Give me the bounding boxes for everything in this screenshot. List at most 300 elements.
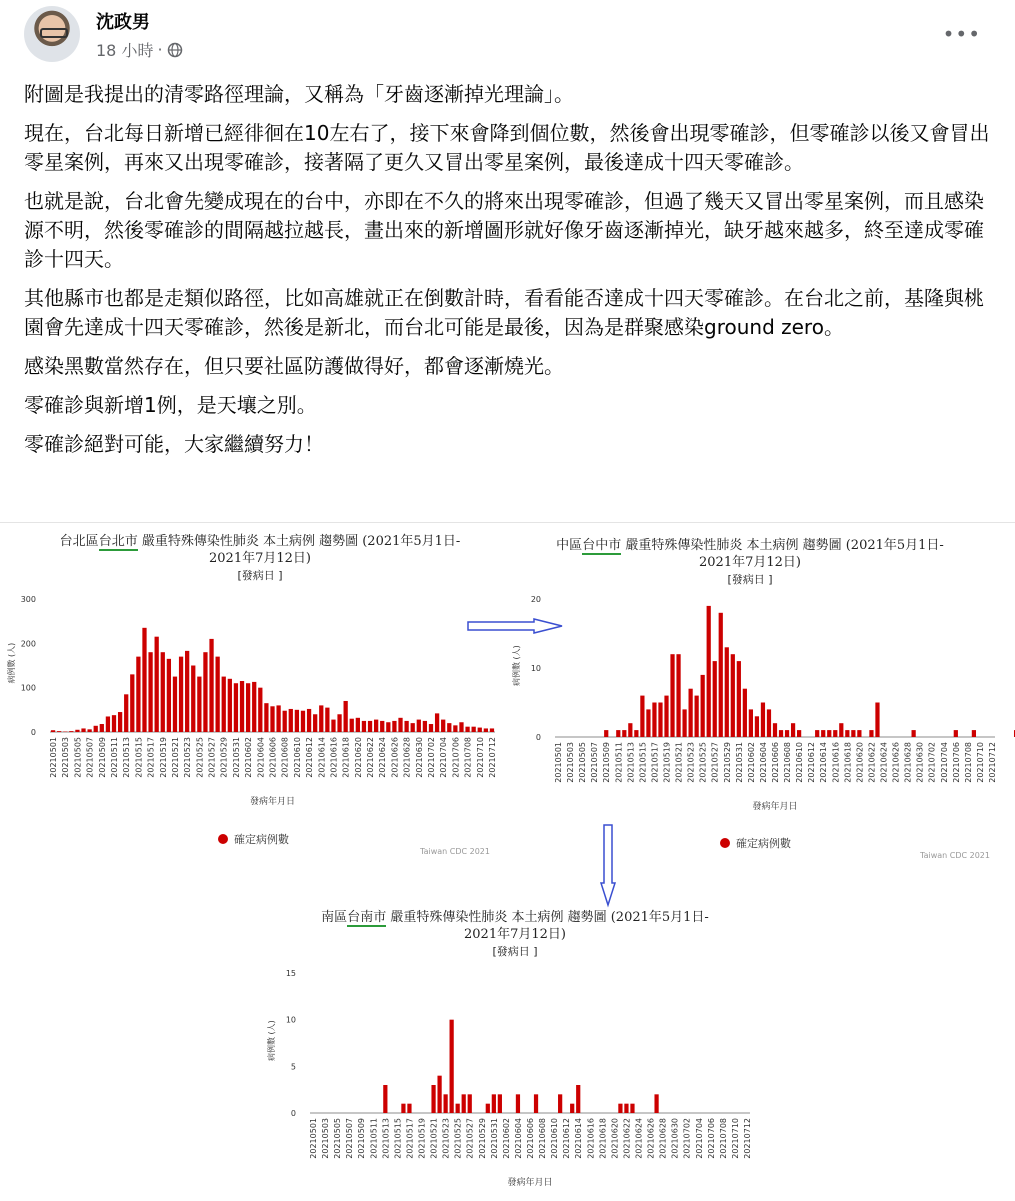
bar bbox=[616, 730, 620, 737]
bar bbox=[472, 727, 476, 732]
bar bbox=[325, 708, 329, 732]
bar bbox=[283, 711, 287, 732]
taipei-bar-chart bbox=[0, 589, 510, 819]
x-tick-label: 20210706 bbox=[451, 737, 460, 778]
bar bbox=[490, 728, 494, 732]
bar bbox=[401, 1104, 405, 1113]
x-tick-label: 20210702 bbox=[683, 1118, 692, 1159]
bar bbox=[749, 709, 753, 737]
bar bbox=[240, 681, 244, 732]
bar bbox=[234, 683, 238, 732]
bar bbox=[444, 1094, 448, 1113]
post-paragraph: 感染黑數當然存在，但只要社區防護做得好，都會逐漸燒光。 bbox=[24, 352, 994, 381]
x-tick-label: 20210702 bbox=[928, 742, 937, 783]
bar bbox=[833, 730, 837, 737]
bar bbox=[380, 721, 384, 732]
bar bbox=[87, 729, 91, 732]
bar bbox=[658, 703, 662, 738]
bar bbox=[362, 721, 366, 732]
bar bbox=[618, 1104, 622, 1113]
x-tick-label: 20210507 bbox=[86, 737, 95, 778]
bar bbox=[313, 714, 317, 732]
post-image[interactable] bbox=[0, 522, 1015, 1201]
bar bbox=[222, 677, 226, 732]
bar bbox=[767, 709, 771, 737]
y-tick-label: 10 bbox=[531, 664, 541, 673]
x-tick-label: 20210501 bbox=[49, 737, 58, 778]
x-tick-label: 20210507 bbox=[590, 742, 599, 783]
bar bbox=[417, 720, 421, 732]
bar bbox=[337, 714, 341, 732]
x-tick-label: 20210509 bbox=[98, 737, 107, 778]
bar bbox=[492, 1094, 496, 1113]
x-tick-label: 20210706 bbox=[952, 742, 961, 783]
x-tick-label: 20210704 bbox=[439, 737, 448, 778]
chart-subtitle: [發病日 ] bbox=[530, 571, 970, 587]
x-tick-label: 20210519 bbox=[663, 742, 672, 783]
author-name[interactable]: 沈政男 bbox=[96, 8, 150, 34]
bar bbox=[423, 721, 427, 732]
bar bbox=[912, 730, 916, 737]
x-tick-label: 20210503 bbox=[566, 742, 575, 783]
x-tick-label: 20210628 bbox=[403, 737, 412, 778]
bar bbox=[682, 709, 686, 737]
x-tick-label: 20210624 bbox=[879, 742, 888, 783]
chart-title: 中區台中市 嚴重特殊傳染性肺炎 本土病例 趨勢圖 (2021年5月1日- 2021年7月12日) bbox=[530, 537, 970, 571]
x-tick-label: 20210610 bbox=[550, 1118, 559, 1159]
y-axis-label: 病例數 (人) bbox=[266, 1020, 276, 1061]
credit-text: Taiwan CDC 2021 bbox=[420, 847, 490, 856]
bar bbox=[701, 675, 705, 737]
bar bbox=[319, 705, 323, 732]
x-tick-label: 20210616 bbox=[586, 1118, 595, 1159]
x-tick-label: 20210606 bbox=[269, 737, 278, 778]
bar bbox=[301, 711, 305, 732]
bar bbox=[411, 723, 415, 732]
x-tick-label: 20210507 bbox=[345, 1118, 354, 1159]
x-tick-label: 20210708 bbox=[964, 742, 973, 783]
bar bbox=[252, 682, 256, 732]
bar bbox=[534, 1094, 538, 1113]
y-tick-label: 15 bbox=[286, 969, 296, 978]
post-paragraph: 附圖是我提出的清零路徑理論，又稱為「牙齒逐漸掉光理論」。 bbox=[24, 80, 994, 109]
bar bbox=[209, 639, 213, 732]
bar bbox=[465, 727, 469, 732]
bar bbox=[136, 657, 140, 732]
bar bbox=[785, 730, 789, 737]
bar bbox=[289, 709, 293, 732]
x-tick-label: 20210517 bbox=[405, 1118, 414, 1159]
x-tick-label: 20210618 bbox=[598, 1118, 607, 1159]
x-tick-label: 20210610 bbox=[293, 737, 302, 778]
bar bbox=[94, 726, 98, 732]
x-tick-label: 20210620 bbox=[354, 737, 363, 778]
x-tick-label: 20210523 bbox=[442, 1118, 451, 1159]
more-options-button[interactable]: ••• bbox=[943, 22, 981, 46]
bar bbox=[407, 1104, 411, 1113]
x-tick-label: 20210525 bbox=[454, 1118, 463, 1159]
bar bbox=[827, 730, 831, 737]
bar bbox=[498, 1094, 502, 1113]
x-tick-label: 20210710 bbox=[976, 742, 985, 783]
y-tick-label: 0 bbox=[291, 1109, 296, 1118]
x-tick-label: 20210704 bbox=[940, 742, 949, 783]
bar bbox=[713, 661, 717, 737]
x-tick-label: 20210610 bbox=[795, 742, 804, 783]
x-tick-label: 20210708 bbox=[464, 737, 473, 778]
x-tick-label: 20210608 bbox=[281, 737, 290, 778]
x-tick-label: 20210604 bbox=[514, 1118, 523, 1159]
x-tick-label: 20210612 bbox=[562, 1118, 571, 1159]
bar bbox=[398, 718, 402, 732]
bar bbox=[628, 723, 632, 737]
bar bbox=[246, 683, 250, 732]
x-tick-label: 20210513 bbox=[122, 737, 131, 778]
x-tick-label: 20210521 bbox=[430, 1118, 439, 1159]
bar bbox=[453, 725, 457, 732]
bar bbox=[676, 654, 680, 737]
bar bbox=[264, 703, 268, 732]
x-tick-label: 20210626 bbox=[647, 1118, 656, 1159]
bar bbox=[75, 730, 79, 732]
x-tick-label: 20210511 bbox=[614, 742, 623, 783]
x-axis-label: 發病年月日 bbox=[507, 1176, 552, 1188]
bar bbox=[197, 677, 201, 732]
x-tick-label: 20210523 bbox=[687, 742, 696, 783]
bar bbox=[630, 1104, 634, 1113]
x-axis-label: 發病年月日 bbox=[752, 800, 797, 812]
x-tick-label: 20210622 bbox=[867, 742, 876, 783]
bar bbox=[459, 722, 463, 732]
bar bbox=[646, 709, 650, 737]
arrow-down-icon bbox=[600, 823, 616, 907]
bar bbox=[216, 657, 220, 732]
x-tick-label: 20210622 bbox=[622, 1118, 631, 1159]
post-body bbox=[24, 80, 994, 469]
bar bbox=[972, 730, 976, 737]
post-time[interactable]: 18 小時 bbox=[96, 38, 153, 61]
post-paragraph: 現在，台北每日新增已經徘徊在10左右了，接下來會降到個位數，然後會出現零確診，但零確診以後又會冒出零星案例，再來又出現零確診，接著隔了更久又冒出零星案例，最後達成十四天零確診。 bbox=[24, 119, 994, 177]
globe-icon bbox=[167, 42, 183, 58]
bar bbox=[779, 730, 783, 737]
bar bbox=[404, 721, 408, 732]
bar bbox=[167, 659, 171, 732]
x-tick-label: 20210706 bbox=[707, 1118, 716, 1159]
y-tick-label: 5 bbox=[291, 1062, 296, 1071]
x-tick-label: 20210624 bbox=[634, 1118, 643, 1159]
y-tick-label: 0 bbox=[536, 733, 541, 742]
bar bbox=[576, 1085, 580, 1113]
x-tick-label: 20210529 bbox=[478, 1118, 487, 1159]
bar bbox=[374, 720, 378, 732]
bar bbox=[624, 1104, 628, 1113]
bar bbox=[350, 719, 354, 732]
post-paragraph: 零確診與新增1例，是天壤之別。 bbox=[24, 391, 994, 420]
bar bbox=[516, 1094, 520, 1113]
bar bbox=[57, 731, 61, 732]
x-tick-label: 20210501 bbox=[309, 1118, 318, 1159]
tainan-bar-chart bbox=[270, 963, 770, 1198]
x-tick-label: 20210626 bbox=[390, 737, 399, 778]
x-tick-label: 20210628 bbox=[904, 742, 913, 783]
bar bbox=[821, 730, 825, 737]
x-tick-label: 20210606 bbox=[771, 742, 780, 783]
bar bbox=[368, 721, 372, 732]
x-tick-label: 20210515 bbox=[393, 1118, 402, 1159]
legend-label: 確定病例數 bbox=[736, 835, 791, 851]
x-tick-label: 20210604 bbox=[256, 737, 265, 778]
bar bbox=[851, 730, 855, 737]
x-tick-label: 20210630 bbox=[916, 742, 925, 783]
bar bbox=[845, 730, 849, 737]
bar bbox=[118, 712, 122, 732]
x-tick-label: 20210503 bbox=[321, 1118, 330, 1159]
bar bbox=[773, 723, 777, 737]
bar bbox=[654, 1094, 658, 1113]
y-tick-label: 0 bbox=[31, 728, 36, 737]
bar bbox=[737, 661, 741, 737]
x-tick-label: 20210503 bbox=[61, 737, 70, 778]
x-tick-label: 20210606 bbox=[526, 1118, 535, 1159]
bar bbox=[634, 730, 638, 737]
x-tick-label: 20210604 bbox=[759, 742, 768, 783]
post-paragraph: 零確診絕對可能，大家繼續努力！ bbox=[24, 430, 994, 459]
credit-text: Taiwan CDC 2021 bbox=[920, 851, 990, 860]
bar bbox=[652, 703, 656, 738]
y-tick-label: 300 bbox=[21, 595, 36, 604]
x-tick-label: 20210515 bbox=[134, 737, 143, 778]
bar bbox=[383, 1085, 387, 1113]
bar bbox=[755, 716, 759, 737]
x-tick-label: 20210620 bbox=[855, 742, 864, 783]
bar bbox=[228, 679, 232, 732]
bar bbox=[456, 1104, 460, 1113]
y-tick-label: 10 bbox=[286, 1016, 296, 1025]
bar bbox=[695, 696, 699, 737]
x-tick-label: 20210630 bbox=[671, 1118, 680, 1159]
legend bbox=[720, 835, 791, 851]
chart-subtitle: [發病日 ] bbox=[290, 943, 740, 959]
x-tick-label: 20210523 bbox=[183, 737, 192, 778]
bar bbox=[106, 716, 110, 732]
y-axis-label: 病例數 (人) bbox=[6, 643, 16, 684]
chart-title-block bbox=[290, 909, 740, 969]
bar bbox=[570, 1104, 574, 1113]
x-tick-label: 20210531 bbox=[232, 737, 241, 778]
x-tick-label: 20210620 bbox=[610, 1118, 619, 1159]
x-tick-label: 20210509 bbox=[357, 1118, 366, 1159]
x-tick-label: 20210612 bbox=[305, 737, 314, 778]
bar bbox=[392, 721, 396, 732]
x-tick-label: 20210517 bbox=[650, 742, 659, 783]
x-tick-label: 20210511 bbox=[110, 737, 119, 778]
x-tick-label: 20210501 bbox=[554, 742, 563, 783]
legend bbox=[218, 831, 289, 847]
x-tick-label: 20210521 bbox=[675, 742, 684, 783]
x-tick-label: 20210612 bbox=[807, 742, 816, 783]
x-tick-label: 20210616 bbox=[831, 742, 840, 783]
x-tick-label: 20210529 bbox=[220, 737, 229, 778]
bar bbox=[51, 730, 55, 732]
x-tick-label: 20210712 bbox=[743, 1118, 752, 1159]
bar bbox=[857, 730, 861, 737]
bar bbox=[331, 720, 335, 732]
y-tick-label: 200 bbox=[21, 639, 36, 648]
bar bbox=[203, 652, 207, 732]
x-tick-label: 20210710 bbox=[731, 1118, 740, 1159]
bar bbox=[670, 654, 674, 737]
x-tick-label: 20210608 bbox=[538, 1118, 547, 1159]
bar bbox=[356, 718, 360, 732]
bar bbox=[797, 730, 801, 737]
bar bbox=[604, 730, 608, 737]
x-tick-label: 20210531 bbox=[490, 1118, 499, 1159]
x-tick-label: 20210527 bbox=[711, 742, 720, 783]
x-tick-label: 20210529 bbox=[723, 742, 732, 783]
bar bbox=[486, 1104, 490, 1113]
post-paragraph: 也就是說，台北會先變成現在的台中，亦即在不久的將來出現零確診，但過了幾天又冒出零星案例，而且感染源不明，然後零確診的間隔越拉越長，畫出來的新增圖形就好像牙齒逐漸掉光，缺牙越來越多，終至達成零確診十四天。 bbox=[24, 187, 994, 274]
bar bbox=[761, 703, 765, 738]
bar bbox=[437, 1076, 441, 1113]
post-header bbox=[0, 0, 1015, 70]
x-tick-label: 20210710 bbox=[476, 737, 485, 778]
x-tick-label: 20210622 bbox=[366, 737, 375, 778]
bar bbox=[142, 628, 146, 732]
bar bbox=[689, 689, 693, 737]
x-tick-label: 20210608 bbox=[783, 742, 792, 783]
bar bbox=[450, 1020, 454, 1113]
x-tick-label: 20210618 bbox=[342, 737, 351, 778]
x-tick-label: 20210602 bbox=[502, 1118, 511, 1159]
bar bbox=[791, 723, 795, 737]
x-tick-label: 20210511 bbox=[369, 1118, 378, 1159]
bar bbox=[344, 701, 348, 732]
bar bbox=[447, 723, 451, 732]
x-tick-label: 20210519 bbox=[418, 1118, 427, 1159]
bar bbox=[148, 652, 152, 732]
bar bbox=[435, 713, 439, 732]
chart-title: 台北區台北市 嚴重特殊傳染性肺炎 本土病例 趨勢圖 (2021年5月1日- 2021年7月12日) bbox=[20, 533, 500, 567]
bar bbox=[431, 1085, 435, 1113]
bar bbox=[191, 666, 195, 733]
x-tick-label: 20210505 bbox=[578, 742, 587, 783]
x-tick-label: 20210519 bbox=[159, 737, 168, 778]
x-tick-label: 20210708 bbox=[719, 1118, 728, 1159]
bar bbox=[640, 696, 644, 737]
bar bbox=[731, 654, 735, 737]
x-tick-label: 20210614 bbox=[819, 742, 828, 783]
bar bbox=[124, 694, 128, 732]
y-tick-label: 100 bbox=[21, 684, 36, 693]
x-tick-label: 20210712 bbox=[488, 737, 497, 778]
taichung-bar-chart bbox=[505, 589, 1015, 819]
x-tick-label: 20210602 bbox=[747, 742, 756, 783]
x-tick-label: 20210521 bbox=[171, 737, 180, 778]
post-meta bbox=[96, 38, 183, 61]
bar bbox=[295, 710, 299, 732]
bar bbox=[815, 730, 819, 737]
x-tick-label: 20210614 bbox=[574, 1118, 583, 1159]
x-tick-label: 20210602 bbox=[244, 737, 253, 778]
x-tick-label: 20210618 bbox=[843, 742, 852, 783]
x-tick-label: 20210704 bbox=[695, 1118, 704, 1159]
bar bbox=[719, 613, 723, 737]
bar bbox=[100, 724, 104, 732]
x-tick-label: 20210624 bbox=[378, 737, 387, 778]
bar bbox=[112, 715, 116, 732]
bar bbox=[179, 657, 183, 732]
meta-separator: · bbox=[157, 40, 162, 59]
x-tick-label: 20210525 bbox=[699, 742, 708, 783]
x-tick-label: 20210630 bbox=[415, 737, 424, 778]
x-tick-label: 20210712 bbox=[988, 742, 997, 783]
bar bbox=[707, 606, 711, 737]
chart-subtitle: [發病日 ] bbox=[20, 567, 500, 583]
legend-label: 確定病例數 bbox=[234, 831, 289, 847]
bar bbox=[664, 696, 668, 737]
bar bbox=[484, 728, 488, 732]
y-axis-label: 病例數 (人) bbox=[511, 645, 521, 686]
bar bbox=[429, 724, 433, 732]
bar bbox=[462, 1094, 466, 1113]
x-tick-label: 20210515 bbox=[638, 742, 647, 783]
bar bbox=[468, 1094, 472, 1113]
x-tick-label: 20210505 bbox=[333, 1118, 342, 1159]
x-tick-label: 20210505 bbox=[73, 737, 82, 778]
x-tick-label: 20210628 bbox=[659, 1118, 668, 1159]
x-tick-label: 20210527 bbox=[208, 737, 217, 778]
bar bbox=[270, 706, 274, 732]
bar bbox=[622, 730, 626, 737]
bar bbox=[743, 689, 747, 737]
chart-title: 南區台南市 嚴重特殊傳染性肺炎 本土病例 趨勢圖 (2021年5月1日- 2021年7月12日) bbox=[290, 909, 740, 943]
bar bbox=[185, 651, 189, 732]
avatar[interactable] bbox=[24, 6, 80, 62]
x-tick-label: 20210525 bbox=[195, 737, 204, 778]
bar bbox=[69, 731, 73, 732]
bar bbox=[258, 688, 262, 732]
x-tick-label: 20210517 bbox=[147, 737, 156, 778]
bar bbox=[81, 728, 85, 732]
post-paragraph: 其他縣市也都是走類似路徑，比如高雄就正在倒數計時，看看能否達成十四天零確診。在台北之前，基隆與桃園會先達成十四天零確診，然後是新北，而台北可能是最後，因為是群聚感染ground zero。 bbox=[24, 284, 994, 342]
x-tick-label: 20210531 bbox=[735, 742, 744, 783]
bar bbox=[839, 723, 843, 737]
bar bbox=[875, 703, 879, 738]
bar bbox=[478, 728, 482, 732]
y-tick-label: 20 bbox=[531, 595, 541, 604]
x-tick-label: 20210513 bbox=[626, 742, 635, 783]
bar bbox=[276, 705, 280, 732]
bar bbox=[155, 637, 159, 732]
x-tick-label: 20210616 bbox=[329, 737, 338, 778]
bar bbox=[725, 647, 729, 737]
x-tick-label: 20210527 bbox=[466, 1118, 475, 1159]
x-tick-label: 20210626 bbox=[892, 742, 901, 783]
bar bbox=[307, 709, 311, 732]
x-tick-label: 20210513 bbox=[381, 1118, 390, 1159]
bar bbox=[386, 722, 390, 732]
legend-dot bbox=[720, 838, 730, 848]
x-tick-label: 20210702 bbox=[427, 737, 436, 778]
bar bbox=[558, 1094, 562, 1113]
bar bbox=[161, 652, 165, 732]
bar bbox=[130, 674, 134, 732]
x-tick-label: 20210509 bbox=[602, 742, 611, 783]
bar bbox=[954, 730, 958, 737]
bar bbox=[869, 730, 873, 737]
legend-dot bbox=[218, 834, 228, 844]
bar bbox=[441, 720, 445, 732]
